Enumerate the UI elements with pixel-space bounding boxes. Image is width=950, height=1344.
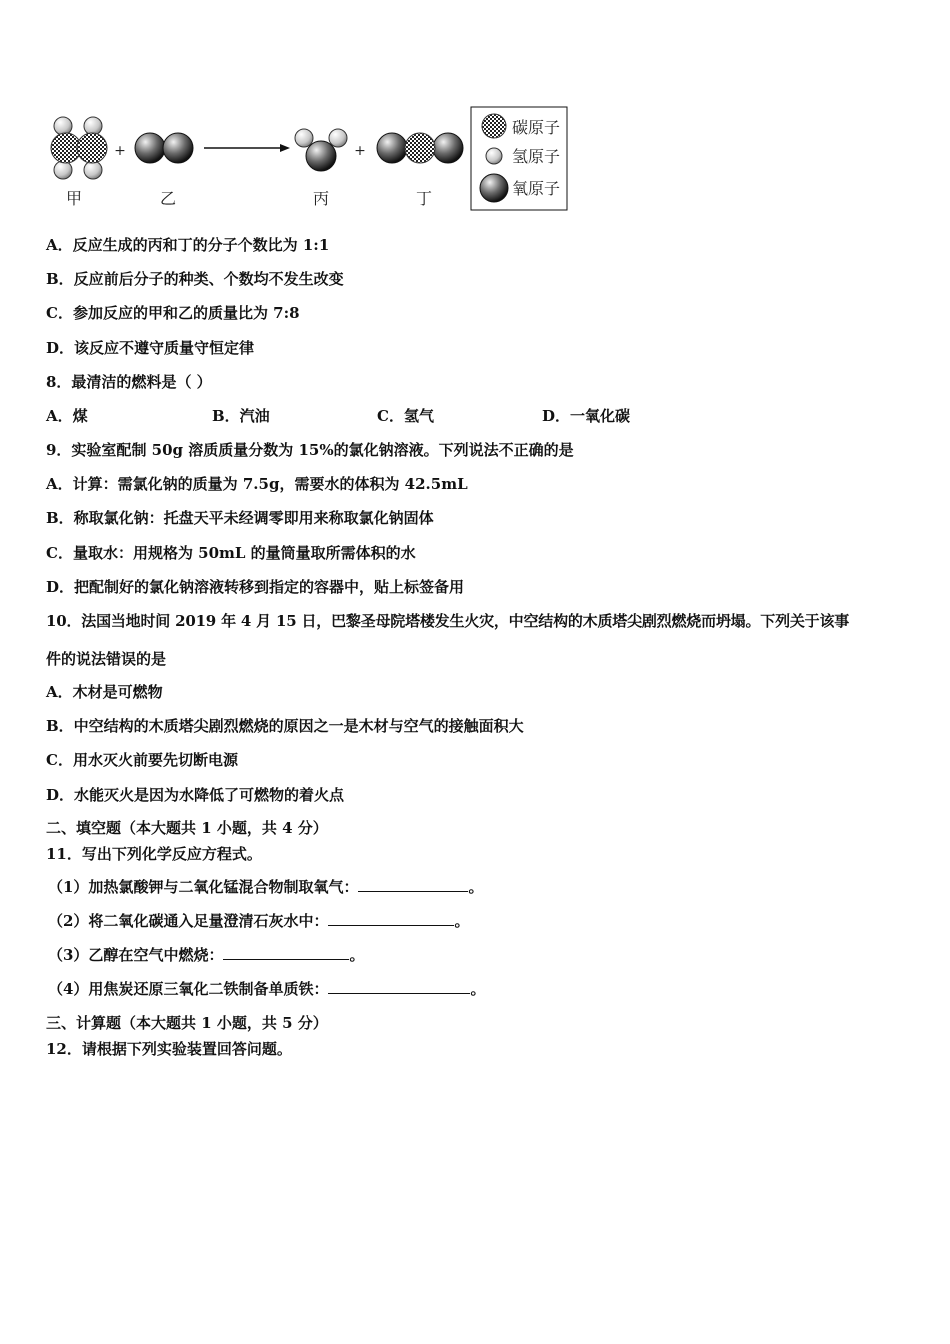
q11-item-1-end: 。 [468, 878, 484, 896]
q9-option-c: C．量取水：用规格为 50mL 的量筒量取所需体积的水 [46, 544, 416, 562]
q8-stem: 8．最清洁的燃料是（ ） [46, 373, 212, 391]
q10-stem-line2: 件的说法错误的是 [46, 650, 167, 668]
label-bing: 丙 [312, 189, 330, 208]
q11-item-1-text: （1）加热氯酸钾与二氧化锰混合物制取氧气： [48, 878, 359, 896]
q9-stem: 9．实验室配制 50g 溶质质量分数为 15%的氯化钠溶液。下列说法不正确的是 [46, 441, 574, 459]
q11-item-2-end: 。 [454, 912, 470, 930]
label-ding: 丁 [415, 189, 433, 208]
legend-hydrogen: 氢原子 [512, 147, 561, 166]
q7-option-a: A．反应生成的丙和丁的分子个数比为 1:1 [46, 236, 330, 254]
q11-stem: 11．写出下列化学反应方程式。 [46, 845, 262, 863]
q10-option-d: D．水能灭火是因为水降低了可燃物的着火点 [46, 786, 345, 804]
q12-stem: 12．请根据下列实验装置回答问题。 [46, 1040, 292, 1058]
q11-item-4-text: （4）用焦炭还原三氧化二铁制备单质铁： [48, 980, 329, 998]
oxygen-atom-icon [480, 174, 508, 202]
q8-option-a: A．煤 [46, 407, 88, 425]
molecule-ding [377, 133, 463, 163]
label-jia: 甲 [65, 189, 83, 208]
q7-option-d: D．该反应不遵守质量守恒定律 [46, 339, 255, 357]
q9-option-a: A．计算：需氯化钠的质量为 7.5g，需要水的体积为 42.5mL [46, 475, 468, 493]
reaction-arrow [204, 144, 290, 152]
molecule-jia [51, 117, 107, 179]
plus-sign-2: + [354, 143, 366, 159]
q11-item-4 [48, 979, 485, 999]
molecule-yi [135, 133, 193, 163]
q8-option-b: B．汽油 [212, 407, 270, 425]
q7-option-c: C．参加反应的甲和乙的质量比为 7:8 [46, 304, 300, 322]
q10-option-c: C．用水灭火前要先切断电源 [46, 751, 238, 769]
q11-item-4-end: 。 [470, 980, 486, 998]
carbon-atom-icon [482, 114, 506, 138]
q8-option-d: D．一氧化碳 [542, 407, 631, 425]
hydrogen-atom-icon [486, 148, 502, 164]
reaction-diagram [40, 100, 580, 220]
q11-item-3-text: （3）乙醇在空气中燃烧： [48, 946, 224, 964]
atom-legend [471, 107, 567, 210]
section3-title: 三、计算题（本大题共 1 小题，共 5 分） [46, 1014, 328, 1032]
q11-item-2 [48, 911, 469, 931]
q10-option-a: A．木材是可燃物 [46, 683, 163, 701]
q8-option-c: C．氢气 [377, 407, 434, 425]
q9-option-d: D．把配制好的氯化钠溶液转移到指定的容器中，贴上标签备用 [46, 578, 465, 596]
section2-title: 二、填空题（本大题共 1 小题，共 4 分） [46, 819, 328, 837]
q11-item-3-end: 。 [349, 946, 365, 964]
label-yi: 乙 [159, 189, 177, 208]
q10-stem-line1: 10．法国当地时间 2019 年 4 月 15 日，巴黎圣母院塔楼发生火灾，中空结构的木质塔尖剧烈燃烧而坍塌。下列关于该事 [46, 612, 850, 630]
answer-blank-2[interactable] [328, 911, 454, 926]
q9-option-b: B．称取氯化钠：托盘天平未经调零即用来称取氯化钠固体 [46, 509, 434, 527]
answer-blank-3[interactable] [223, 945, 349, 960]
plus-sign: + [114, 143, 126, 159]
molecule-bing [295, 129, 347, 171]
q11-item-3 [48, 945, 364, 965]
answer-blank-4[interactable] [328, 979, 470, 994]
q7-option-b: B．反应前后分子的种类、个数均不发生改变 [46, 270, 344, 288]
q10-option-b: B．中空结构的木质塔尖剧烈燃烧的原因之一是木材与空气的接触面积大 [46, 717, 524, 735]
legend-oxygen: 氧原子 [512, 179, 561, 198]
answer-blank-1[interactable] [358, 877, 468, 892]
q11-item-1 [48, 877, 483, 897]
legend-carbon: 碳原子 [512, 118, 561, 137]
q11-item-2-text: （2）将二氧化碳通入足量澄清石灰水中： [48, 912, 329, 930]
